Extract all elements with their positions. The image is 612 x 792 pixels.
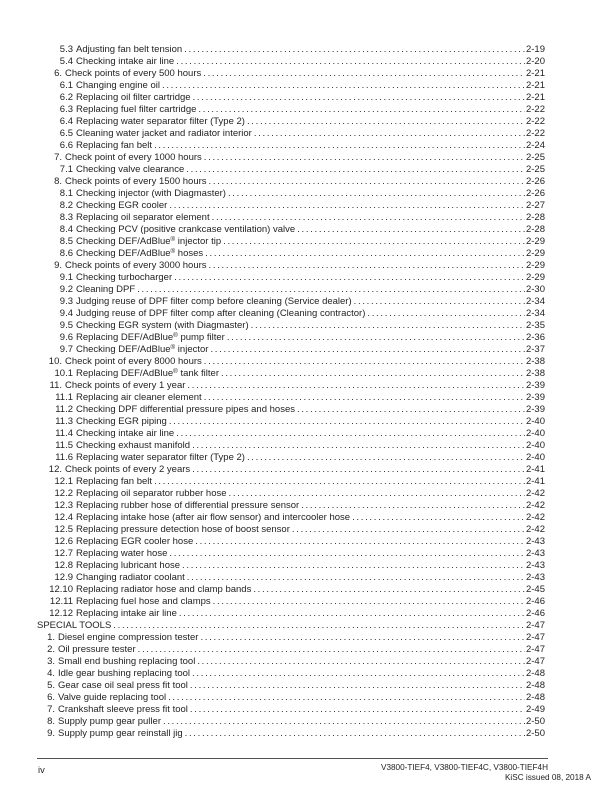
toc-entry-number: 1. xyxy=(47,632,55,643)
registered-trademark-symbol: ® xyxy=(173,332,178,339)
toc-entry-number: 7. xyxy=(47,704,55,715)
toc-entry-label: Changing radiator coolant xyxy=(76,572,185,583)
toc-entry-label: Checking intake air line xyxy=(76,428,175,439)
toc-entry-page: 2-29 xyxy=(525,248,545,259)
dot-leader xyxy=(228,188,525,200)
toc-entry-number: 12.3 xyxy=(54,500,73,511)
dot-leader xyxy=(190,680,525,692)
toc-entry-number: 6.5 xyxy=(59,128,73,139)
toc-entry-row xyxy=(37,524,545,536)
toc-entry-number: 11.3 xyxy=(55,416,73,427)
toc-entry-label: Checking DEF/AdBlue® injector tip xyxy=(76,236,222,247)
toc-entry-page: 2-42 xyxy=(525,500,545,511)
toc-entry-page: 2-35 xyxy=(525,320,545,331)
toc-entry-label: Checking DPF differential pressure pipes and hoses xyxy=(76,404,295,415)
toc-entry-number: 8.1 xyxy=(59,188,73,199)
toc-entry-label: Checking injector (with Diagmaster) xyxy=(76,188,226,199)
toc-entry-row xyxy=(37,404,545,416)
toc-entry-row xyxy=(37,656,545,668)
dot-leader xyxy=(137,284,525,296)
toc-entry-row xyxy=(37,212,545,224)
toc-entry-label: Check points of every 3000 hours xyxy=(65,260,207,271)
dot-leader xyxy=(176,428,525,440)
toc-entry-number: 12.4 xyxy=(54,512,73,523)
toc-entry-row xyxy=(37,428,545,440)
dot-leader xyxy=(354,296,525,308)
toc-entry-page: 2-27 xyxy=(525,200,545,211)
toc-entry-number: 9.6 xyxy=(59,332,73,343)
toc-entry-label: Replacing air cleaner element xyxy=(76,392,202,403)
toc-entry-page: 2-38 xyxy=(525,356,545,367)
toc-entry-row xyxy=(37,644,545,656)
toc-entry-number: 12.8 xyxy=(54,560,73,571)
registered-trademark-symbol: ® xyxy=(170,344,176,351)
toc-entry-row xyxy=(37,44,545,56)
dot-leader xyxy=(213,596,525,608)
toc-entry-label: Check points of every 500 hours xyxy=(65,68,202,79)
toc-entry-number: 8.2 xyxy=(59,200,73,211)
toc-entry-label: Checking EGR cooler xyxy=(76,200,168,211)
dot-leader xyxy=(297,224,525,236)
toc-entry-label: Replacing water separator filter (Type 2) xyxy=(76,452,245,463)
table-of-contents xyxy=(37,44,545,740)
dot-leader xyxy=(210,344,525,356)
toc-entry-number: 12. xyxy=(48,464,62,475)
dot-leader xyxy=(163,716,525,728)
toc-entry-number: 12.5 xyxy=(54,524,73,535)
registered-trademark-symbol: ® xyxy=(170,236,176,243)
toc-entry-number: 7. xyxy=(54,152,62,163)
toc-entry-page: 2-49 xyxy=(525,704,545,715)
toc-entry-row xyxy=(37,548,545,560)
toc-entry-page: 2-34 xyxy=(525,308,545,319)
dot-leader xyxy=(113,620,525,632)
dot-leader xyxy=(253,584,525,596)
toc-entry-number: 9.5 xyxy=(59,320,73,331)
toc-entry-page: 2-21 xyxy=(525,80,545,91)
toc-entry-row xyxy=(37,416,545,428)
toc-entry-number: 4. xyxy=(47,668,55,679)
toc-entry-number: 5. xyxy=(47,680,55,691)
toc-entry-number: 11.5 xyxy=(55,440,73,451)
registered-trademark-symbol: ® xyxy=(173,368,178,375)
dot-leader xyxy=(292,524,525,536)
dot-leader xyxy=(193,92,525,104)
toc-entry-page: 2-21 xyxy=(525,68,545,79)
toc-entry-label: Replacing lubricant hose xyxy=(76,560,181,571)
toc-entry-page: 2-46 xyxy=(525,608,545,619)
toc-entry-number: 6.2 xyxy=(59,92,73,103)
toc-entry-label: Replacing pressure detection hose of boost sensor xyxy=(76,524,290,535)
toc-entry-row xyxy=(37,116,545,128)
dot-leader xyxy=(198,104,525,116)
footer-divider xyxy=(37,758,548,759)
toc-entry-page: 2-50 xyxy=(525,728,545,739)
toc-entry-page: 2-47 xyxy=(525,644,545,655)
toc-entry-row xyxy=(37,440,545,452)
dot-leader xyxy=(221,368,525,380)
toc-entry-number: 9.3 xyxy=(59,296,73,307)
toc-entry-page: 2-42 xyxy=(525,512,545,523)
dot-leader xyxy=(229,488,525,500)
toc-entry-row xyxy=(37,704,545,716)
toc-entry-number: 12.12 xyxy=(49,608,73,619)
toc-entry-page: 2-41 xyxy=(525,464,545,475)
toc-entry-label: Diesel engine compression tester xyxy=(58,632,199,643)
toc-entry-label: Check points of every 1 year xyxy=(65,380,186,391)
toc-entry-number: 6.3 xyxy=(59,104,73,115)
toc-entry-label: Check points of every 2 years xyxy=(65,464,191,475)
toc-entry-label: Cleaning DPF xyxy=(76,284,136,295)
toc-entry-number: 11.6 xyxy=(55,452,73,463)
toc-entry-row xyxy=(37,332,545,344)
toc-entry-row xyxy=(37,464,545,476)
toc-entry-page: 2-29 xyxy=(525,272,545,283)
toc-entry-label: Checking DEF/AdBlue® hoses xyxy=(76,248,204,259)
dot-leader xyxy=(227,332,525,344)
toc-entry-number: 9. xyxy=(54,260,62,271)
toc-entry-label: Replacing oil separator rubber hose xyxy=(76,488,227,499)
toc-entry-number: 9.4 xyxy=(59,308,73,319)
toc-entry-number: 9. xyxy=(47,728,55,739)
dot-leader xyxy=(169,416,525,428)
dot-leader xyxy=(154,140,525,152)
toc-entry-page: 2-45 xyxy=(525,584,545,595)
toc-entry-label: Small end bushing replacing tool xyxy=(58,656,196,667)
toc-entry-label: Replacing DEF/AdBlue® pump filter xyxy=(76,332,225,343)
toc-entry-number: 12.10 xyxy=(49,584,73,595)
toc-entry-page: 2-47 xyxy=(525,620,545,631)
toc-entry-number: 11.4 xyxy=(55,428,73,439)
dot-leader xyxy=(187,572,525,584)
toc-entry-page: 2-29 xyxy=(525,260,545,271)
toc-entry-page: 2-40 xyxy=(525,452,545,463)
dot-leader xyxy=(209,260,525,272)
toc-entry-label: Checking turbocharger xyxy=(76,272,173,283)
dot-leader xyxy=(184,44,525,56)
toc-entry-row xyxy=(37,476,545,488)
toc-entry-row xyxy=(37,584,545,596)
toc-entry-number: 8. xyxy=(47,716,55,727)
dot-leader xyxy=(192,668,525,680)
toc-entry-number: 2. xyxy=(47,644,55,655)
toc-entry-row xyxy=(37,632,545,644)
toc-entry-number: 8.3 xyxy=(59,212,73,223)
toc-entry-page: 2-43 xyxy=(525,548,545,559)
dot-leader xyxy=(205,248,525,260)
toc-entry-page: 2-39 xyxy=(525,380,545,391)
toc-entry-row xyxy=(37,452,545,464)
dot-leader xyxy=(247,116,525,128)
toc-entry-label: Checking EGR piping xyxy=(76,416,167,427)
toc-entry-row xyxy=(37,308,545,320)
toc-entry-number: 12.2 xyxy=(54,488,73,499)
toc-entry-page: 2-39 xyxy=(525,404,545,415)
dot-leader xyxy=(174,272,525,284)
toc-entry-number: 11.2 xyxy=(55,404,73,415)
toc-entry-number: 12.7 xyxy=(54,548,73,559)
toc-entry-number: 12.11 xyxy=(49,596,73,607)
toc-entry-page: 2-38 xyxy=(525,368,545,379)
toc-entry-page: 2-48 xyxy=(525,668,545,679)
toc-entry-page: 2-42 xyxy=(525,488,545,499)
toc-entry-label: Checking intake air line xyxy=(76,56,175,67)
dot-leader xyxy=(200,632,525,644)
toc-entry-row xyxy=(37,248,545,260)
toc-entry-page: 2-22 xyxy=(525,116,545,127)
toc-entry-label: Replacing oil separator element xyxy=(76,212,210,223)
dot-leader xyxy=(192,464,525,476)
toc-entry-number: 6.4 xyxy=(59,116,73,127)
toc-entry-page: 2-43 xyxy=(525,572,545,583)
toc-entry-row xyxy=(37,320,545,332)
toc-entry-label: Replacing EGR cooler hose xyxy=(76,536,194,547)
toc-entry-label: Check point of every 1000 hours xyxy=(65,152,202,163)
toc-entry-number: 9.7 xyxy=(59,344,73,355)
toc-entry-page: 2-26 xyxy=(525,176,545,187)
toc-entry-label: Replacing water separator filter (Type 2) xyxy=(76,116,245,127)
toc-entry-page: 2-40 xyxy=(525,428,545,439)
dot-leader xyxy=(223,236,525,248)
toc-entry-number: 8.5 xyxy=(59,236,73,247)
toc-entry-row xyxy=(37,596,545,608)
toc-entry-page: 2-43 xyxy=(525,560,545,571)
toc-entry-row xyxy=(37,224,545,236)
toc-entry-label: Replacing radiator hose and clamp bands xyxy=(76,584,252,595)
toc-entry-label: Checking exhaust manifold xyxy=(76,440,191,451)
toc-entry-row xyxy=(37,104,545,116)
toc-entry-number: 3. xyxy=(47,656,55,667)
toc-entry-page: 2-29 xyxy=(525,236,545,247)
footer-issue-note: KiSC issued 08, 2018 A xyxy=(504,773,591,782)
toc-entry-number: 6. xyxy=(54,68,62,79)
toc-entry-number: 5.3 xyxy=(59,44,73,55)
toc-entry-number: 12.6 xyxy=(54,536,73,547)
toc-entry-row xyxy=(37,728,545,740)
toc-entry-page: 2-28 xyxy=(525,212,545,223)
toc-entry-page: 2-20 xyxy=(525,56,545,67)
toc-entry-page: 2-46 xyxy=(525,596,545,607)
dot-leader xyxy=(169,548,525,560)
dot-leader xyxy=(204,356,525,368)
toc-entry-number: 9.2 xyxy=(59,284,73,295)
toc-entry-page: 2-43 xyxy=(525,536,545,547)
toc-entry-label: Checking PCV (positive crankcase ventilation) valve xyxy=(76,224,296,235)
toc-section-row xyxy=(37,620,545,632)
toc-entry-label: Replacing rubber hose of differential pressure sensor xyxy=(76,500,300,511)
toc-entry-row xyxy=(37,236,545,248)
toc-entry-page: 2-26 xyxy=(525,188,545,199)
dot-leader xyxy=(203,68,525,80)
toc-entry-row xyxy=(37,200,545,212)
dot-leader xyxy=(192,440,525,452)
toc-entry-label: Valve guide replacing tool xyxy=(58,692,167,703)
toc-entry-row xyxy=(37,500,545,512)
dot-leader xyxy=(179,608,525,620)
toc-entry-page: 2-41 xyxy=(525,476,545,487)
toc-entry-row xyxy=(37,692,545,704)
toc-entry-label: Checking EGR system (with Diagmaster) xyxy=(76,320,249,331)
toc-entry-number: 5.4 xyxy=(59,56,73,67)
toc-entry-label: Adjusting fan belt tension xyxy=(76,44,183,55)
toc-entry-page: 2-48 xyxy=(525,692,545,703)
toc-entry-row xyxy=(37,344,545,356)
toc-entry-page: 2-25 xyxy=(525,152,545,163)
toc-entry-number: 12.1 xyxy=(54,476,73,487)
dot-leader xyxy=(204,152,525,164)
toc-entry-row xyxy=(37,272,545,284)
dot-leader xyxy=(197,656,525,668)
dot-leader xyxy=(352,512,525,524)
toc-entry-label: Replacing fan belt xyxy=(76,140,153,151)
toc-entry-label: Replacing DEF/AdBlue® tank filter xyxy=(76,368,219,379)
toc-entry-label: Checking DEF/AdBlue® injector xyxy=(76,344,209,355)
toc-entry-label: Checking valve clearance xyxy=(76,164,185,175)
toc-entry-page: 2-47 xyxy=(525,632,545,643)
dot-leader xyxy=(212,212,525,224)
toc-entry-label: Replacing intake hose (after air flow sensor) and intercooler hose xyxy=(76,512,351,523)
dot-leader xyxy=(297,404,525,416)
toc-entry-row xyxy=(37,80,545,92)
toc-entry-row xyxy=(37,260,545,272)
dot-leader xyxy=(154,476,525,488)
toc-entry-number: 8.4 xyxy=(59,224,73,235)
toc-entry-row xyxy=(37,176,545,188)
dot-leader xyxy=(185,728,525,740)
toc-entry-label: Supply pump gear reinstall jig xyxy=(58,728,183,739)
dot-leader xyxy=(186,164,525,176)
toc-entry-row xyxy=(37,488,545,500)
toc-entry-page: 2-36 xyxy=(525,332,545,343)
toc-entry-number: 8. xyxy=(54,176,62,187)
toc-entry-label: Supply pump gear puller xyxy=(58,716,161,727)
dot-leader xyxy=(251,320,525,332)
toc-entry-number: 9.1 xyxy=(59,272,73,283)
toc-entry-page: 2-22 xyxy=(525,128,545,139)
toc-entry-label: Changing engine oil xyxy=(76,80,160,91)
toc-entry-label: Cleaning water jacket and radiator interior xyxy=(76,128,252,139)
toc-entry-number: 8.6 xyxy=(59,248,73,259)
toc-entry-label: Idle gear bushing replacing tool xyxy=(58,668,191,679)
dot-leader xyxy=(367,308,525,320)
toc-entry-row xyxy=(37,560,545,572)
toc-entry-number: 10.1 xyxy=(54,368,73,379)
toc-entry-label: Replacing water hose xyxy=(76,548,168,559)
toc-entry-row xyxy=(37,128,545,140)
toc-entry-label: Check points of every 1500 hours xyxy=(65,176,207,187)
footer-model-codes: V3800-TIEF4, V3800-TIEF4C, V3800-TIEF4H xyxy=(380,763,548,772)
toc-entry-page: 2-28 xyxy=(525,224,545,235)
dot-leader xyxy=(168,692,525,704)
toc-entry-label: Crankshaft sleeve press fit tool xyxy=(58,704,188,715)
toc-entry-page: 2-40 xyxy=(525,440,545,451)
dot-leader xyxy=(195,536,525,548)
toc-entry-page: 2-48 xyxy=(525,680,545,691)
toc-entry-row xyxy=(37,92,545,104)
toc-entry-page: 2-24 xyxy=(525,140,545,151)
toc-entry-page: 2-22 xyxy=(525,104,545,115)
toc-entry-row xyxy=(37,512,545,524)
toc-entry-row xyxy=(37,668,545,680)
toc-entry-number: 7.1 xyxy=(59,164,73,175)
toc-entry-number: 11. xyxy=(49,380,62,391)
toc-entry-row xyxy=(37,536,545,548)
toc-entry-label: Replacing intake air line xyxy=(76,608,177,619)
dot-leader xyxy=(190,704,525,716)
toc-entry-row xyxy=(37,680,545,692)
toc-entry-label: SPECIAL TOOLS xyxy=(37,620,112,631)
toc-entry-label: Replacing fuel hose and clamps xyxy=(76,596,211,607)
toc-entry-row xyxy=(37,284,545,296)
toc-entry-page: 2-30 xyxy=(525,284,545,295)
toc-entry-label: Judging reuse of DPF filter comp before cleaning (Service dealer) xyxy=(76,296,352,307)
toc-entry-row xyxy=(37,392,545,404)
dot-leader xyxy=(182,560,525,572)
dot-leader xyxy=(204,392,525,404)
dot-leader xyxy=(176,56,525,68)
toc-entry-row xyxy=(37,296,545,308)
toc-entry-number: 12.9 xyxy=(54,572,73,583)
toc-entry-page: 2-47 xyxy=(525,656,545,667)
toc-entry-number: 6.6 xyxy=(59,140,73,151)
toc-entry-row xyxy=(37,188,545,200)
toc-entry-page: 2-42 xyxy=(525,524,545,535)
toc-entry-row xyxy=(37,356,545,368)
dot-leader xyxy=(187,380,525,392)
toc-entry-label: Replacing fan belt xyxy=(76,476,153,487)
toc-entry-number: 6.1 xyxy=(59,80,73,91)
toc-entry-page: 2-19 xyxy=(525,44,545,55)
toc-entry-row xyxy=(37,152,545,164)
toc-entry-label: Check point of every 8000 hours xyxy=(65,356,202,367)
toc-entry-row xyxy=(37,68,545,80)
toc-entry-page: 2-40 xyxy=(525,416,545,427)
dot-leader xyxy=(247,452,525,464)
registered-trademark-symbol: ® xyxy=(170,248,176,255)
toc-entry-page: 2-25 xyxy=(525,164,545,175)
toc-entry-page: 2-39 xyxy=(525,392,545,403)
toc-entry-row xyxy=(37,608,545,620)
dot-leader xyxy=(162,80,525,92)
toc-entry-number: 11.1 xyxy=(55,392,73,403)
toc-entry-page: 2-50 xyxy=(525,716,545,727)
toc-entry-label: Judging reuse of DPF filter comp after cleaning (Cleaning contractor) xyxy=(76,308,366,319)
dot-leader xyxy=(209,176,525,188)
toc-entry-number: 6. xyxy=(47,692,55,703)
page-number: iv xyxy=(38,765,45,775)
toc-entry-page: 2-37 xyxy=(525,344,545,355)
toc-entry-row xyxy=(37,572,545,584)
toc-entry-row xyxy=(37,140,545,152)
toc-entry-number: 10. xyxy=(48,356,62,367)
dot-leader xyxy=(254,128,525,140)
dot-leader xyxy=(169,200,525,212)
toc-entry-row xyxy=(37,56,545,68)
dot-leader xyxy=(301,500,525,512)
toc-entry-page: 2-21 xyxy=(525,92,545,103)
toc-entry-page: 2-34 xyxy=(525,296,545,307)
toc-entry-row xyxy=(37,716,545,728)
toc-entry-label: Oil pressure tester xyxy=(58,644,136,655)
toc-entry-label: Replacing oil filter cartridge xyxy=(76,92,191,103)
toc-entry-row xyxy=(37,380,545,392)
toc-entry-row xyxy=(37,368,545,380)
toc-entry-row xyxy=(37,164,545,176)
toc-entry-label: Replacing fuel filter cartridge xyxy=(76,104,197,115)
toc-entry-label: Gear case oil seal press fit tool xyxy=(58,680,188,691)
dot-leader xyxy=(138,644,525,656)
